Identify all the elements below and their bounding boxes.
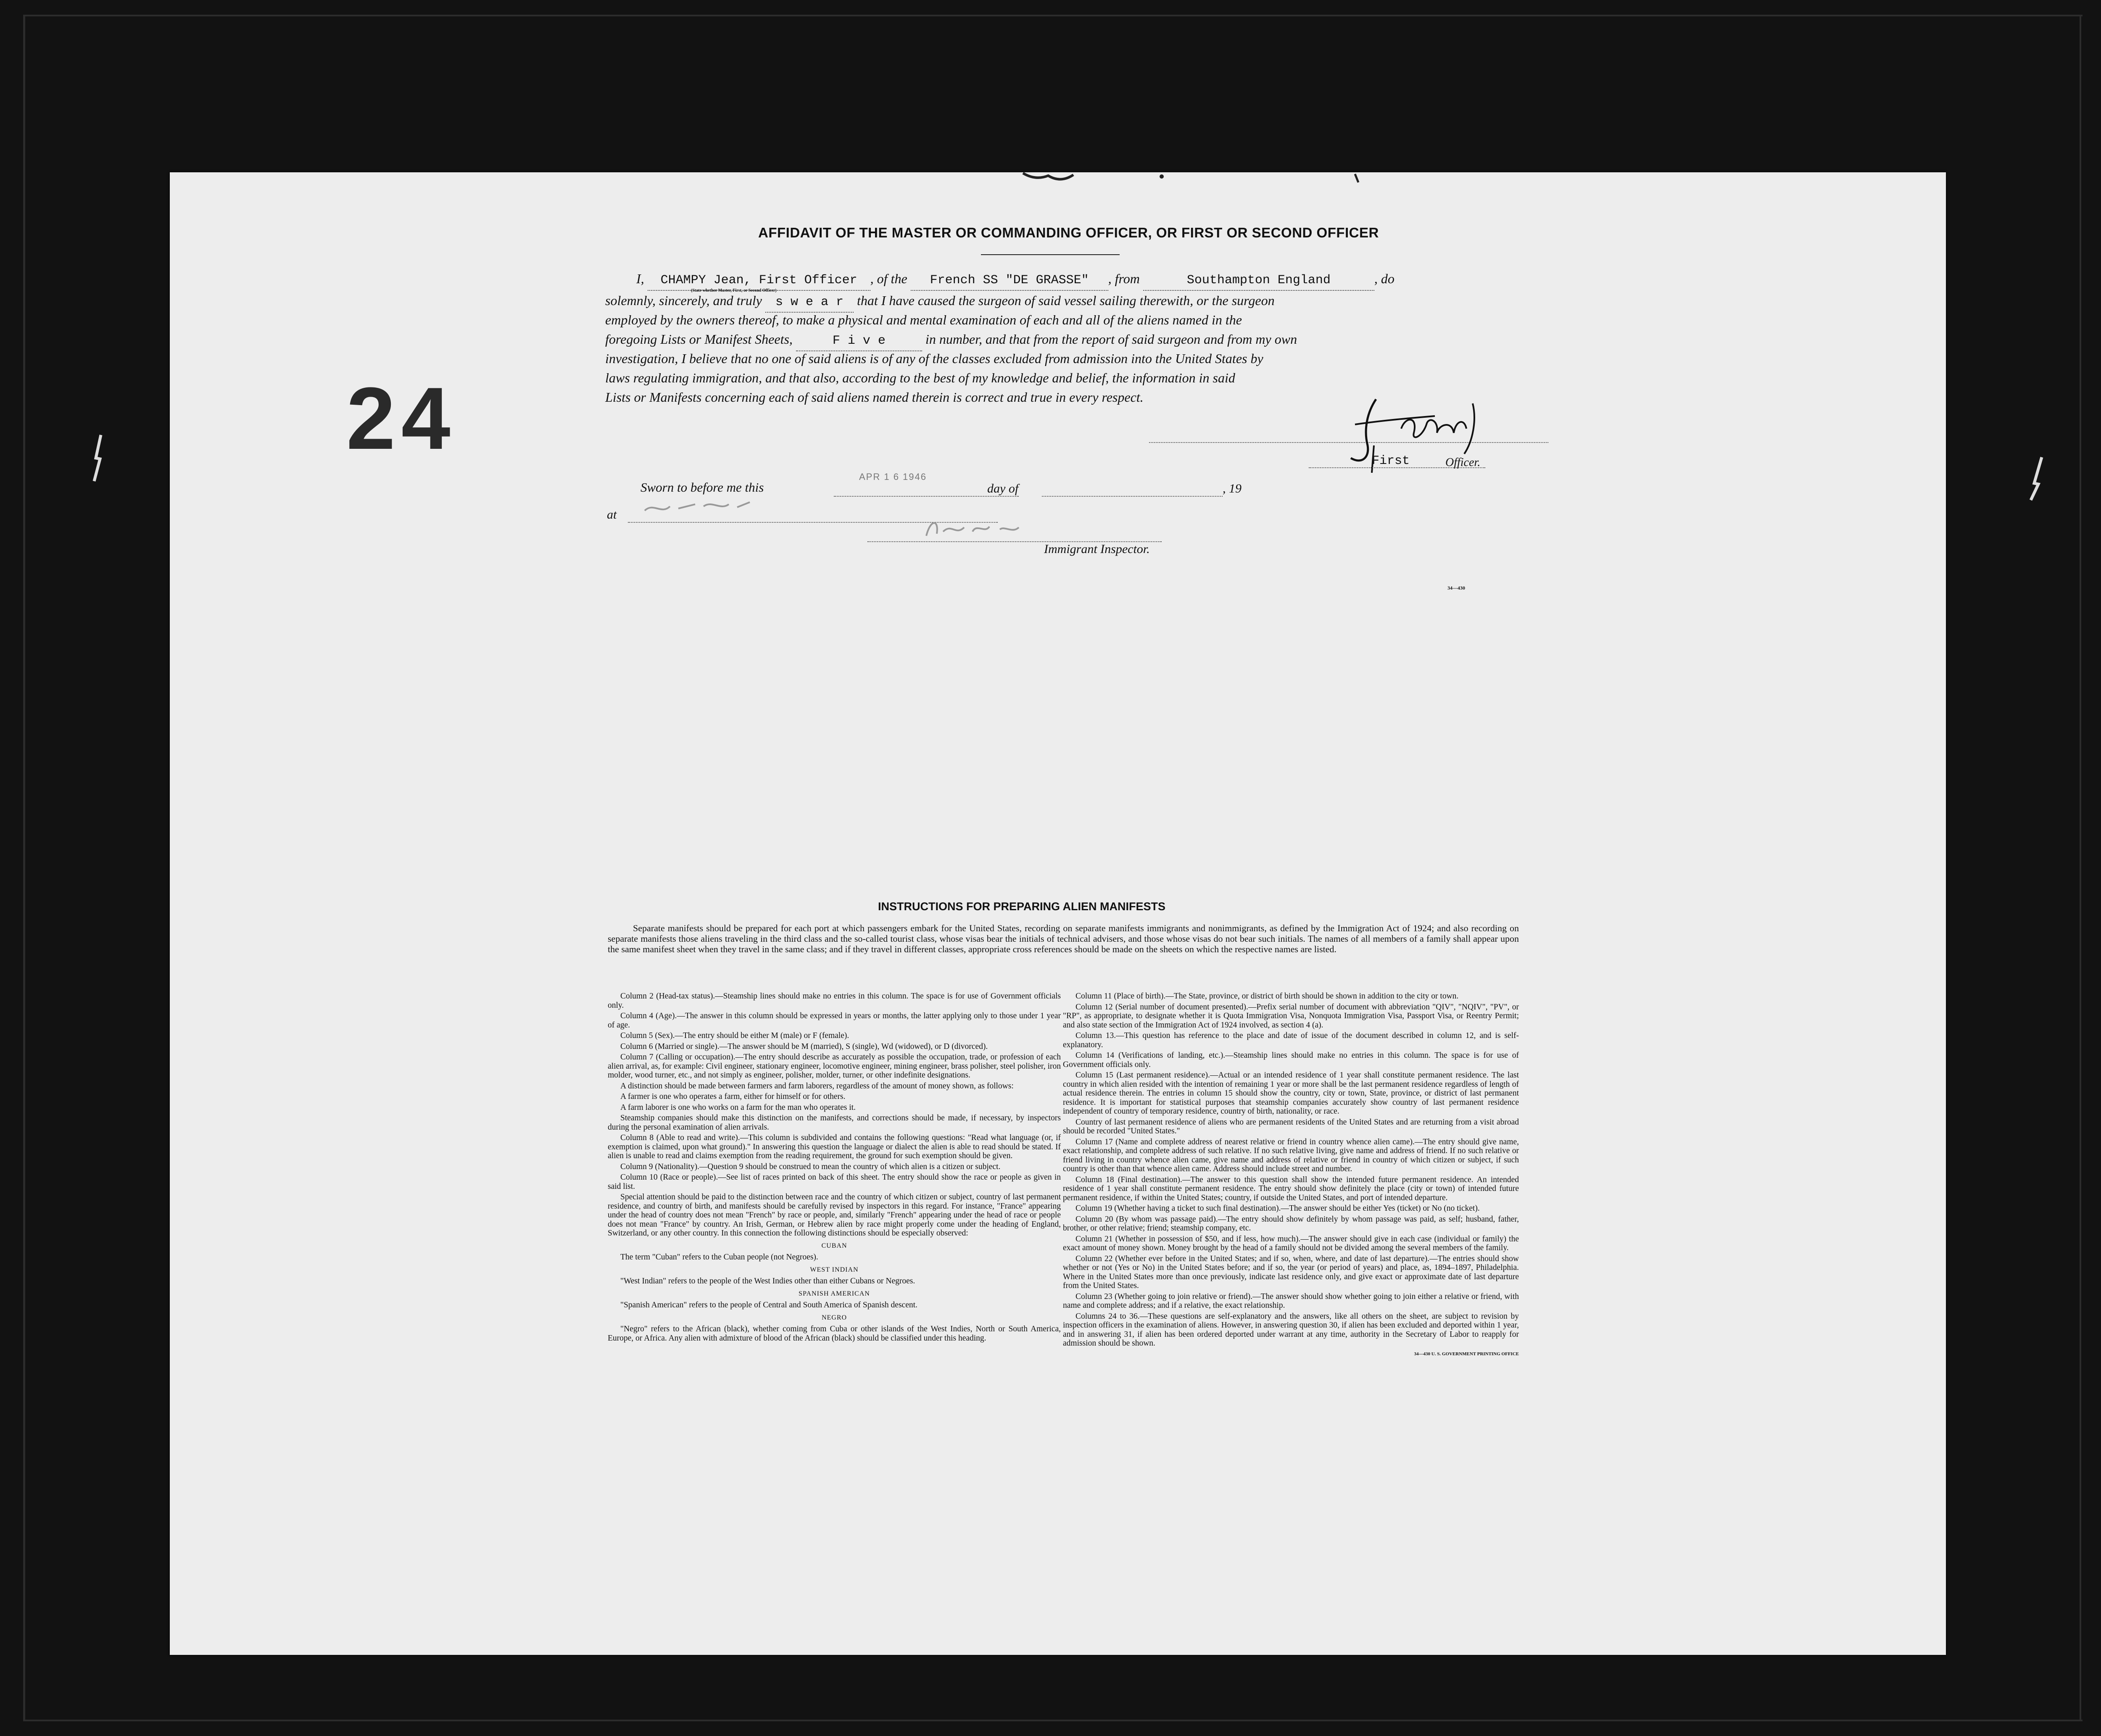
spanish-american-text: "Spanish American" refers to the people of Central and South America of Spanish descent. — [620, 1301, 917, 1309]
instruction-paragraph: Special attention should be paid to the distinction between race and the country of which citizen or subject, country of last permanent residence, and country of birth, and manifests should be carefully revised by inspectors in this regard. For instance, "France" appearing under the head of country does not mean "French" by race or people, and, similarly "French" appearing under the head of race or people does not mean "France" by country. An Irish, German, or Hebrew alien by race might properly come under the heading of England, Switzerland, or any other country. In this connection the following distinctions should be especially observed: — [608, 1193, 1061, 1238]
instruction-paragraph: Columns 24 to 36.—These questions are self-explanatory and the answers, like all others on the sheet, are subject to revision by inspection officers in the examination of aliens. However, in answering question 30, if alien has been excluded and deported within 1 year, and in answering 31, if alien has been ordered deported under warrant at any time, authority in the Secretary of Labor to reapply for admission should be shown. — [1063, 1312, 1519, 1348]
instruction-paragraph: Column 9 (Nationality).—Question 9 should be construed to mean the country of which alien is a citizen or subject. — [620, 1162, 1001, 1171]
instruction-paragraph: Column 11 (Place of birth).—The State, province, or district of birth should be shown in addition to the city or town. — [1076, 992, 1459, 1001]
instruction-paragraph: Column 19 (Whether having a ticket to such final destination).—The answer should be either Yes (ticket) or No (no ticket). — [1076, 1204, 1480, 1213]
instruction-paragraph: Column 7 (Calling or occupation).—The entry should describe as accurately as possible the occupation, trade, or profession of each alien arrival, as, for example: Civil engineer, stationary engineer, locomotive engineer, mining engineer, brass polisher, steel polisher, iron molder, wood turner, etc., and not simply as engineer, polisher, molder, turner, or other indefinite designations. — [608, 1053, 1061, 1080]
instruction-paragraph: Column 14 (Verifications of landing, etc.).—Steamship lines should make no entries in this column. The space is for use of Government officials only. — [1063, 1051, 1519, 1069]
signer-rank: First — [1372, 454, 1410, 468]
edge-mark — [88, 433, 109, 483]
officer-label: Officer. — [1445, 456, 1481, 469]
place-stamp-mark — [641, 485, 758, 519]
instruction-paragraph: Column 20 (By whom was passage paid).—The entry should show definitely by whom passage was paid, as self; husband, father, brother, or other relative; friend; steamship company, etc. — [1063, 1214, 1519, 1233]
of-the-label: , of the — [870, 271, 907, 286]
affidavit-line-1 — [636, 269, 1395, 291]
instruction-paragraph: Column 2 (Head-tax status).—Steamship lines should make no entries in this column. The space is for use of Government officials only. — [608, 992, 1061, 1010]
instruction-paragraph: Column 18 (Final destination).—The answer to this question shall show the intended future permanent residence. An intended residence of 1 year shall constitute permanent residence. The entry should show definitely the place (city or town) of intended future permanent residence, if within the United States; country, if outside the United States, and port of intended departure. — [1063, 1175, 1519, 1202]
inspector-label: Immigrant Inspector. — [1044, 542, 1150, 556]
date-stamp: APR 1 6 1946 — [859, 472, 927, 482]
printer-line: 34—430 U. S. GOVERNMENT PRINTING OFFICE — [1414, 1351, 1519, 1357]
at-label: at — [607, 508, 617, 522]
instruction-paragraph: Column 17 (Name and complete address of nearest relative or friend in country whence alien came).—The entry should give name, exact relationship, and complete address of such relative. If no such relative living, give name and address of friend. If no such relative or friend living in country whence alien came, give name and address of relative or friend in country of which citizen or subject, if such country is other than that whence alien came. Address should include street and number. — [1063, 1137, 1519, 1173]
page-number-stamp: 24 — [346, 369, 456, 468]
rank-note: (State whether Master, First, or Second Officer) — [691, 288, 777, 293]
affidavit-line-7: Lists or Manifests concerning each of said aliens named therein is correct and true in every respect. — [605, 390, 1144, 405]
instructions-intro: Separate manifests should be prepared for each port at which passengers embark for the United States, recording on separate manifests immigrants and nonimmigrants, as defined by the Immigration Act of 1924; and also recording on separate manifests those aliens traveling in the third class and the so-called tourist class, whose visas bear the initials of technical advisers, and those whose visas do not bear such initials. The names of all members of a family shall appear upon the same manifest sheet when they travel in the same class; and if they travel in different classes, appropriate cross references should be made on the sheets on which the respective names are listed. — [608, 923, 1519, 954]
instruction-paragraph: Column 12 (Serial number of document presented).—Prefix serial number of document with abbreviation "QIV", "NQIV", "PV", or "RP", as appropriate, to designate whether it is Quota Immigration Visa, Nonquota Immigration Visa, Passport Visa, or Reentry Permit; and also state section of the Immigration Act of 1924 involved, as section 4 (a). — [1063, 1002, 1519, 1030]
cuban-heading: CUBAN — [821, 1242, 847, 1249]
officer-name-field: CHAMPY Jean, First Officer — [648, 271, 870, 291]
instruction-paragraph: Column 5 (Sex).—The entry should be either M (male) or F (female). — [620, 1031, 849, 1040]
line4-b: in number, and that from the report of said surgeon and from my own — [925, 332, 1297, 347]
instructions-right-column — [1063, 992, 1519, 1360]
affidavit-line-5: investigation, I believe that no one of said aliens is of any of the classes excluded from admission into the United States by — [605, 351, 1263, 366]
swear-field: s w e a r — [765, 292, 854, 313]
cuban-text: The term "Cuban" refers to the Cuban people (not Negroes). — [620, 1253, 818, 1262]
instruction-paragraph: Column 23 (Whether going to join relative or friend).—The answer should show whether going to join either a relative or friend, with name and complete address; and if a relative, the exact relationship. — [1063, 1292, 1519, 1310]
scan-edge-line — [23, 15, 25, 1721]
instruction-paragraph: A farmer is one who operates a farm, either for himself or for others. — [620, 1092, 846, 1101]
inspector-signature — [922, 515, 1027, 544]
instruction-paragraph: A distinction should be made between farmers and farm laborers, regardless of the amount of money shown, as follows: — [620, 1081, 1014, 1091]
scan-edge-line — [23, 1720, 2083, 1721]
scan-edge-line — [2080, 15, 2081, 1721]
instruction-paragraph: Steamship companies should make this distinction on the manifests, and corrections should be made, if necessary, by inspectors during the personal examination of alien arrivals. — [608, 1114, 1061, 1132]
affidavit-line-2 — [605, 291, 1275, 313]
from-label: , from — [1108, 271, 1140, 286]
edge-mark — [2026, 454, 2047, 504]
paper-damage-mark — [1010, 172, 1389, 189]
instruction-paragraph: Column 10 (Race or people).—See list of races printed on back of this sheet. The entry should show the race or people as given in said list. — [608, 1173, 1061, 1191]
port-field: Southampton England — [1143, 271, 1374, 291]
sheets-field: F i v e — [796, 331, 922, 351]
instruction-paragraph: Column 15 (Last permanent residence).—Actual or an intended residence of 1 year shall constitute permanent residence. The last country in which alien resided with the intention of remaining 1 year or more shall be the last permanent residence regardless of length of actual residence therein. The entries in column 15 should show the country, city or town, State, province, or district of last permanent residence. It is important for statistical purposes that steamship companies accurately show country of last permanent residence independent of country of temporary residence, country of birth, nationality, or race. — [1063, 1071, 1519, 1116]
document-sheet — [170, 172, 1946, 1655]
form-number: 34—430 — [1447, 585, 1465, 591]
vessel-field: French SS "DE GRASSE" — [911, 271, 1108, 291]
sworn-month-line — [1042, 495, 1223, 497]
instruction-paragraph: Column 21 (Whether in possession of $50, and if less, how much).—The answer should give in each case (individual or family) the exact amount of money shown. Money brought by the head of a family should not be divided among the several members of the family. — [1063, 1234, 1519, 1252]
affidavit-line-4 — [605, 329, 1297, 351]
sworn-label: Sworn to before me this — [641, 480, 764, 495]
day-of-label: day of — [987, 482, 1019, 495]
instruction-paragraph: Country of last permanent residence of aliens who are permanent residents of the United States and are returning from a visit abroad should be recorded "United States." — [1063, 1117, 1519, 1135]
instruction-paragraph: Column 13.—This question has reference to the place and date of issue of the document described in column 12, and is self-explanatory. — [1063, 1031, 1519, 1049]
instruction-paragraph: Column 4 (Age).—The answer in this column should be expressed in years or months, the latter applying only to those under 1 year of age. — [608, 1012, 1061, 1030]
instruction-paragraph: Column 6 (Married or single).—The answer should be M (married), S (single), Wd (widowed), or D (divorced). — [620, 1042, 988, 1051]
west-indian-heading: WEST INDIAN — [810, 1266, 859, 1273]
instructions-left-column — [608, 992, 1061, 1344]
instruction-paragraph: Column 22 (Whether ever before in the United States; and if so, when, where, and date of last departure).—The entries should show whether or not (Yes or No) in the United States before; and if so, the year (or period of years) and place, as, 1894–1897, Philadelphia. Where in the United States more than once previously, indicate last residence only, and give exact or approximate date of last departure from the United States. — [1063, 1254, 1519, 1290]
negro-heading: NEGRO — [821, 1314, 847, 1321]
instructions-title: INSTRUCTIONS FOR PREPARING ALIEN MANIFESTS — [878, 900, 1166, 913]
negro-text: "Negro" refers to the African (black), whether coming from Cuba or other islands of the West Indies, North or South America, Europe, or Africa. Any alien with admixture of blood of the African (black) should be classified under this heading. — [608, 1325, 1061, 1343]
affidavit-line-3: employed by the owners thereof, to make a physical and mental examination of each and all of the aliens named in the — [605, 312, 1242, 327]
instruction-paragraph: A farm laborer is one who works on a farm for the man who operates it. — [620, 1103, 856, 1112]
line4-a: foregoing Lists or Manifest Sheets, — [605, 332, 793, 347]
line2-b: that I have caused the surgeon of said vessel sailing therewith, or the surgeon — [857, 293, 1275, 308]
title-rule — [981, 254, 1120, 255]
west-indian-text: "West Indian" refers to the people of the West Indies other than either Cubans or Negroes. — [620, 1277, 915, 1286]
i-label: I, — [636, 271, 644, 286]
line2-a: solemnly, sincerely, and truly — [605, 293, 762, 308]
scan-edge-line — [23, 15, 2083, 16]
year-label: , 19 — [1223, 482, 1242, 495]
do-label: , do — [1374, 271, 1395, 286]
spanish-american-heading: SPANISH AMERICAN — [799, 1290, 870, 1297]
affidavit-line-6: laws regulating immigration, and that also, according to the best of my knowledge and belief, the information in said — [605, 370, 1235, 385]
instruction-paragraph: Column 8 (Able to read and write).—This column is subdivided and contains the following questions: "Read what language (or, if exemption is claimed, upon what ground)." In answering this question the language or dialect the alien is able to read should be stated. If alien is unable to read and claims exemption from the reading requirement, the ground for such exemption should be given. — [608, 1133, 1061, 1160]
affidavit-title: AFFIDAVIT OF THE MASTER OR COMMANDING OFFICER, OR FIRST OR SECOND OFFICER — [758, 225, 1379, 240]
